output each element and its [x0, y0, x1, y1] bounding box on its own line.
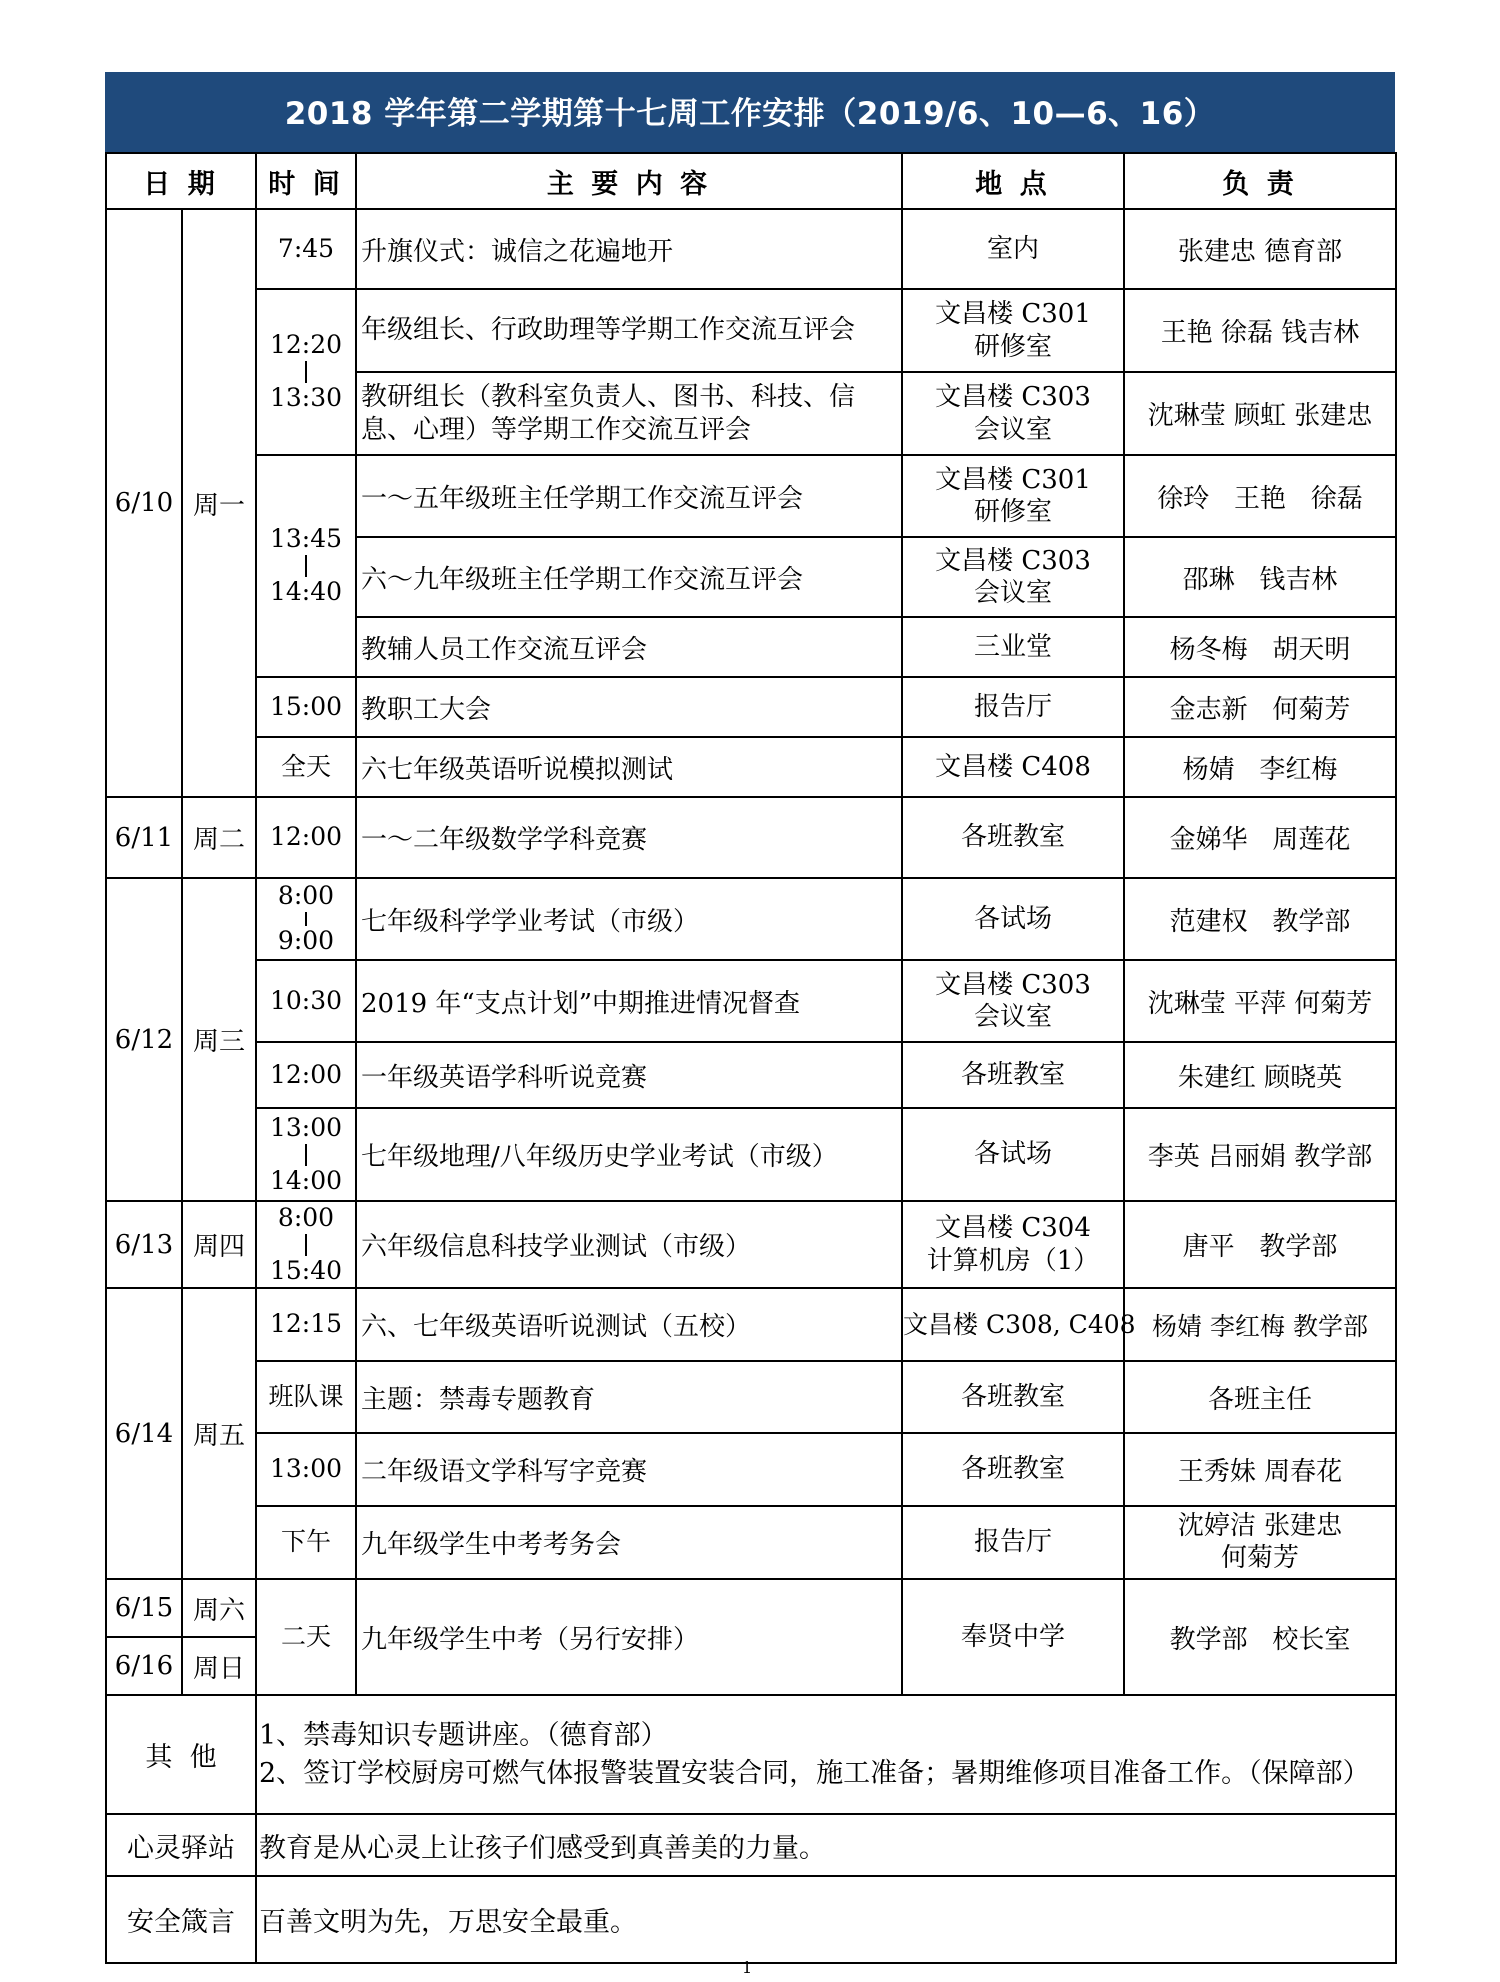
date-cell: 6/14 — [106, 1288, 182, 1579]
owner-cell: 王秀妹 周春花 — [1124, 1433, 1396, 1506]
owner-cell: 唐平 教学部 — [1124, 1201, 1396, 1288]
time-end: 14:00 — [269, 1165, 343, 1195]
table-row — [106, 1506, 1396, 1579]
table-row — [106, 1433, 1396, 1506]
table-row — [106, 1042, 1396, 1108]
table-row — [106, 797, 1396, 878]
content-cell: 一～二年级数学学科竞赛 — [356, 797, 902, 878]
heart-label: 心灵驿站 — [106, 1814, 256, 1876]
content-cell: 六年级信息科技学业测试（市级） — [356, 1201, 902, 1288]
owner-cell: 徐玲 王艳 徐磊 — [1124, 455, 1396, 537]
time-cell — [256, 289, 356, 455]
place-cell: 文昌楼 C303 会议室 — [902, 372, 1124, 455]
content-cell: 年级组长、行政助理等学期工作交流互评会 — [356, 289, 902, 372]
table-row — [106, 289, 1396, 372]
place-cell: 报告厅 — [902, 1506, 1124, 1579]
place-cell: 各班教室 — [902, 1433, 1124, 1506]
owner-cell: 范建权 教学部 — [1124, 878, 1396, 960]
time-cell: 10:30 — [256, 960, 356, 1042]
place-cell: 各班教室 — [902, 1361, 1124, 1433]
time-start: 8:00 — [277, 1202, 335, 1232]
content-cell: 七年级科学学业考试（市级） — [356, 878, 902, 960]
place-cell: 文昌楼 C301 研修室 — [902, 289, 1124, 372]
date-cell: 6/10 — [106, 209, 182, 797]
other-item-2: 2、签订学校厨房可燃气体报警装置安装合同，施工准备；暑期维修项目准备工作。（保障部） — [259, 1757, 1370, 1789]
schedule-table — [105, 152, 1397, 1964]
owner-cell: 沈琳莹 顾虹 张建忠 — [1124, 372, 1396, 455]
schedule-sheet — [105, 72, 1395, 1964]
weekday-cell: 周二 — [182, 797, 256, 878]
time-range-divider — [305, 555, 307, 577]
heart-text: 教育是从心灵上让孩子们感受到真善美的力量。 — [256, 1814, 1396, 1876]
weekday-cell: 周六 — [182, 1579, 256, 1637]
time-end: 14:40 — [269, 577, 343, 606]
owner-cell: 李英 吕丽娟 教学部 — [1124, 1108, 1396, 1201]
owner-cell: 王艳 徐磊 钱吉林 — [1124, 289, 1396, 372]
content-cell: 九年级学生中考考务会 — [356, 1506, 902, 1579]
owner-cell: 教学部 校长室 — [1124, 1579, 1396, 1695]
place-cell: 文昌楼 C304 计算机房（1） — [902, 1201, 1124, 1288]
date-cell: 6/13 — [106, 1201, 182, 1288]
safety-text: 百善文明为先，万思安全最重。 — [256, 1876, 1396, 1963]
heart-row — [106, 1814, 1396, 1876]
time-end: 9:00 — [277, 926, 335, 955]
place-cell: 各班教室 — [902, 797, 1124, 878]
table-row — [106, 209, 1396, 289]
table-row — [106, 960, 1396, 1042]
table-row — [106, 455, 1396, 537]
content-cell: 主题：禁毒专题教育 — [356, 1361, 902, 1433]
place-cell: 报告厅 — [902, 677, 1124, 737]
table-row — [106, 737, 1396, 797]
time-end: 13:30 — [269, 383, 343, 412]
page-number: 1 — [742, 1958, 753, 1977]
schedule-title: 2018 学年第二学期第十七周工作安排（2019/6、10—6、16） — [105, 72, 1395, 152]
weekday-cell: 周一 — [182, 209, 256, 797]
content-cell: 六七年级英语听说模拟测试 — [356, 737, 902, 797]
time-cell: 12:00 — [256, 1042, 356, 1108]
table-row — [106, 1361, 1396, 1433]
owner-cell: 杨冬梅 胡天明 — [1124, 617, 1396, 677]
content-cell: 2019 年“支点计划”中期推进情况督查 — [356, 960, 902, 1042]
weekday-cell: 周五 — [182, 1288, 256, 1579]
time-cell — [256, 1108, 356, 1201]
owner-cell: 朱建红 顾晓英 — [1124, 1042, 1396, 1108]
time-cell: 12:00 — [256, 797, 356, 878]
safety-row — [106, 1876, 1396, 1963]
time-cell: 12:15 — [256, 1288, 356, 1361]
content-cell: 六、七年级英语听说测试（五校） — [356, 1288, 902, 1361]
time-cell — [256, 1201, 356, 1288]
date-cell: 6/15 — [106, 1579, 182, 1637]
place-cell: 各班教室 — [902, 1042, 1124, 1108]
time-start: 13:00 — [269, 1112, 343, 1142]
owner-cell: 金娣华 周莲花 — [1124, 797, 1396, 878]
time-start: 12:20 — [269, 330, 343, 360]
content-cell: 二年级语文学科写字竞赛 — [356, 1433, 902, 1506]
place-cell: 奉贤中学 — [902, 1579, 1124, 1695]
other-content — [256, 1695, 1396, 1814]
place-cell: 文昌楼 C408 — [902, 737, 1124, 797]
header-content: 主 要 内 容 — [356, 153, 902, 209]
other-row — [106, 1695, 1396, 1814]
date-cell: 6/16 — [106, 1637, 182, 1695]
time-cell: 二天 — [256, 1579, 356, 1695]
table-row — [106, 878, 1396, 960]
table-row — [106, 1108, 1396, 1201]
content-cell: 升旗仪式：诚信之花遍地开 — [356, 209, 902, 289]
time-cell — [256, 878, 356, 960]
owner-cell: 张建忠 德育部 — [1124, 209, 1396, 289]
place-cell: 文昌楼 C301 研修室 — [902, 455, 1124, 537]
place-cell: 文昌楼 C303 会议室 — [902, 537, 1124, 617]
header-row — [106, 153, 1396, 209]
other-item-1: 1、禁毒知识专题讲座。（德育部） — [259, 1719, 668, 1751]
header-time: 时 间 — [256, 153, 356, 209]
place-cell: 各试场 — [902, 878, 1124, 960]
table-row — [106, 1579, 1396, 1637]
weekday-cell: 周三 — [182, 878, 256, 1201]
time-start: 8:00 — [277, 881, 335, 911]
time-end: 15:40 — [269, 1255, 343, 1285]
content-cell: 七年级地理/八年级历史学业考试（市级） — [356, 1108, 902, 1201]
time-range-divider — [305, 361, 307, 383]
content-cell: 六～九年级班主任学期工作交流互评会 — [356, 537, 902, 617]
place-cell: 各试场 — [902, 1108, 1124, 1201]
weekday-cell: 周日 — [182, 1637, 256, 1695]
place-cell: 三业堂 — [902, 617, 1124, 677]
content-cell: 教职工大会 — [356, 677, 902, 737]
header-owner: 负 责 — [1124, 153, 1396, 209]
other-label: 其 他 — [106, 1695, 256, 1814]
header-place: 地 点 — [902, 153, 1124, 209]
header-date: 日 期 — [106, 153, 256, 209]
time-start: 13:45 — [269, 524, 343, 554]
weekday-cell: 周四 — [182, 1201, 256, 1288]
place-cell: 文昌楼 C308, C408 — [902, 1288, 1124, 1361]
owner-cell: 杨婧 李红梅 — [1124, 737, 1396, 797]
content-cell: 教研组长（教科室负责人、图书、科技、信息、心理）等学期工作交流互评会 — [356, 372, 902, 455]
place-cell: 室内 — [902, 209, 1124, 289]
time-cell: 13:00 — [256, 1433, 356, 1506]
time-cell: 15:00 — [256, 677, 356, 737]
owner-cell: 各班主任 — [1124, 1361, 1396, 1433]
safety-label: 安全箴言 — [106, 1876, 256, 1963]
time-range-divider — [305, 1144, 307, 1166]
time-cell: 班队课 — [256, 1361, 356, 1433]
owner-cell: 沈琳莹 平萍 何菊芳 — [1124, 960, 1396, 1042]
content-cell: 九年级学生中考（另行安排） — [356, 1579, 902, 1695]
time-cell: 下午 — [256, 1506, 356, 1579]
content-cell: 教辅人员工作交流互评会 — [356, 617, 902, 677]
owner-cell: 邵琳 钱吉林 — [1124, 537, 1396, 617]
time-cell — [256, 455, 356, 677]
table-row — [106, 1201, 1396, 1288]
table-row — [106, 1288, 1396, 1361]
content-cell: 一～五年级班主任学期工作交流互评会 — [356, 455, 902, 537]
owner-cell: 沈婷洁 张建忠 何菊芳 — [1124, 1506, 1396, 1579]
time-range-divider — [305, 912, 307, 926]
owner-cell: 金志新 何菊芳 — [1124, 677, 1396, 737]
place-cell: 文昌楼 C303 会议室 — [902, 960, 1124, 1042]
time-cell: 全天 — [256, 737, 356, 797]
date-cell: 6/12 — [106, 878, 182, 1201]
time-cell: 7:45 — [256, 209, 356, 289]
content-cell: 一年级英语学科听说竞赛 — [356, 1042, 902, 1108]
table-row — [106, 677, 1396, 737]
time-range-divider — [305, 1234, 307, 1256]
date-cell: 6/11 — [106, 797, 182, 878]
owner-cell: 杨婧 李红梅 教学部 — [1124, 1288, 1396, 1361]
